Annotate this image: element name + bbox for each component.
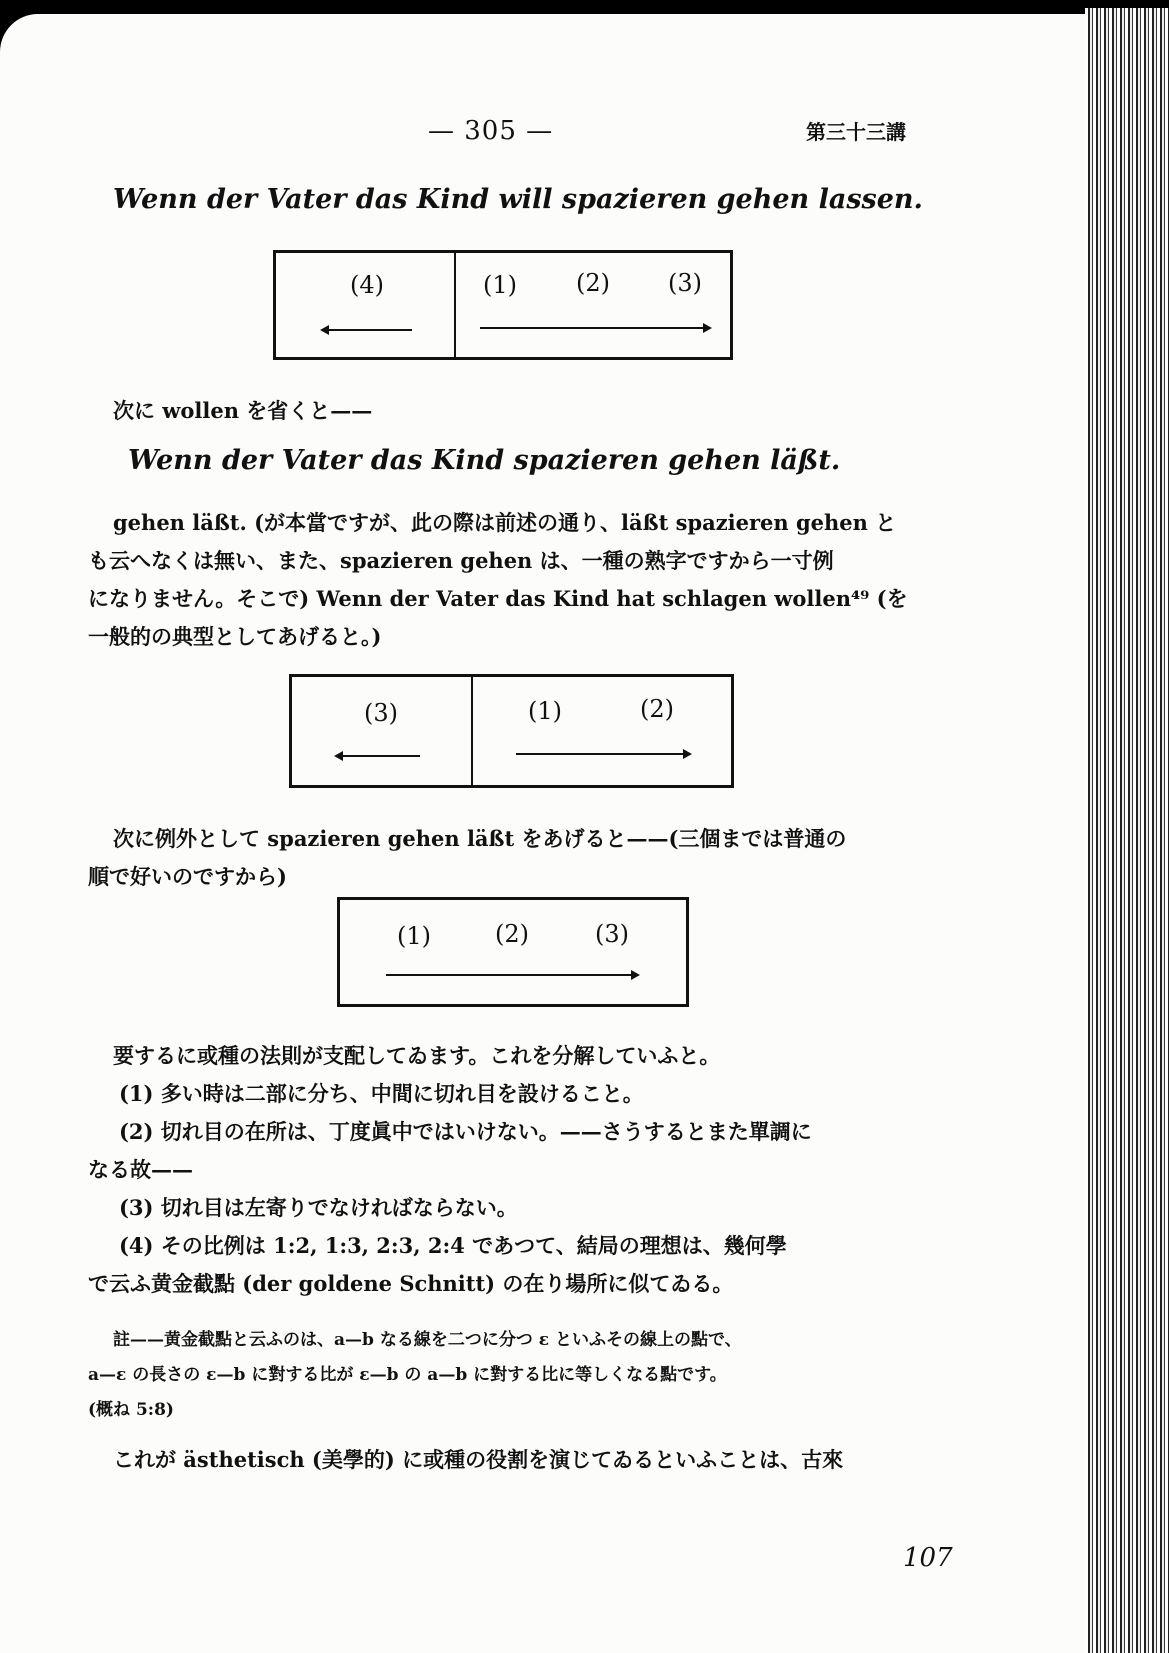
diagram-divider [454, 253, 456, 357]
diagram-label: (3) [364, 699, 398, 727]
rule-line: (1) 多い時は二部に分ち、中間に切れ目を設けること。 [119, 1081, 644, 1106]
arrow-right [480, 327, 710, 329]
diagram-label: (4) [350, 271, 384, 299]
arrow-right [386, 974, 638, 976]
rule-line: (4) その比例は 1:2, 1:3, 2:3, 2:4 であつて、結局の理想は、幾何學 [119, 1233, 787, 1258]
paragraph-3-line: 次に例外として spazieren gehen läßt をあげると——(三個までは普通の [113, 826, 847, 851]
footnote-line: (概ね 5:8) [88, 1400, 174, 1420]
folio-number: 107 [903, 1543, 953, 1573]
diagram-label: (2) [576, 269, 610, 297]
arrow-left [336, 755, 420, 757]
footnote-line: a—ε の長さの ε—b に對する比が ε—b の a—b に對する比に等しくなる點です。 [88, 1365, 727, 1385]
example-sentence-1: Wenn der Vater das Kind will spazieren gehen lassen. [113, 184, 923, 215]
diagram-label: (1) [397, 922, 431, 950]
diagram-label: (1) [528, 697, 562, 725]
diagram-label: (1) [483, 271, 517, 299]
diagram-label: (3) [595, 920, 629, 948]
paragraph-2-line: 一般的の典型としてあげると。) [88, 624, 382, 649]
paragraph-2-line: gehen läßt. (が本當ですが、此の際は前述の通り、läßt spazieren gehen と [113, 510, 897, 535]
rule-line: なる故—— [88, 1157, 193, 1182]
rule-line: で云ふ黄金截點 (der goldene Schnitt) の在り場所に似てゐる。 [88, 1271, 734, 1296]
paragraph-2-line: になりません。そこで) Wenn der Vater das Kind hat schlagen wollen⁴⁹ (を [88, 586, 908, 611]
diagram-label: (2) [640, 695, 674, 723]
rule-line: (3) 切れ目は左寄りでなければならない。 [119, 1195, 518, 1220]
last-line: これが ästhetisch (美學的) に或種の役割を演じてゐるといふことは、古來 [113, 1447, 844, 1472]
diagram-label: (3) [668, 269, 702, 297]
example-sentence-2: Wenn der Vater das Kind spazieren gehen läßt. [128, 445, 841, 476]
paragraph-2-line: も云へなくは無い、また、spazieren gehen は、一種の熟字ですから一寸例 [88, 548, 834, 573]
rule-line: (2) 切れ目の在所は、丁度眞中ではいけない。——さうするとまた單調に [119, 1119, 812, 1144]
running-page-number: — 305 — [428, 116, 554, 146]
page-edges [1085, 8, 1169, 1653]
paragraph-3-line: 順で好いのですから) [88, 864, 287, 889]
word-order-diagram-1 [273, 250, 733, 360]
arrow-left [322, 329, 412, 331]
diagram-label: (2) [495, 920, 529, 948]
chapter-heading: 第三十三講 [806, 120, 906, 144]
word-order-diagram-2 [289, 674, 734, 788]
footnote-line: 註——黄金截點と云ふのは、a—b なる線を二つに分つ ε といふその線上の點で、 [113, 1330, 742, 1350]
rules-intro: 要するに或種の法則が支配してゐます。これを分解していふと。 [113, 1043, 721, 1068]
arrow-right [516, 753, 690, 755]
diagram-divider [471, 677, 473, 785]
word-order-diagram-3 [337, 897, 689, 1007]
paragraph-1: 次に wollen を省くと—— [113, 398, 373, 423]
